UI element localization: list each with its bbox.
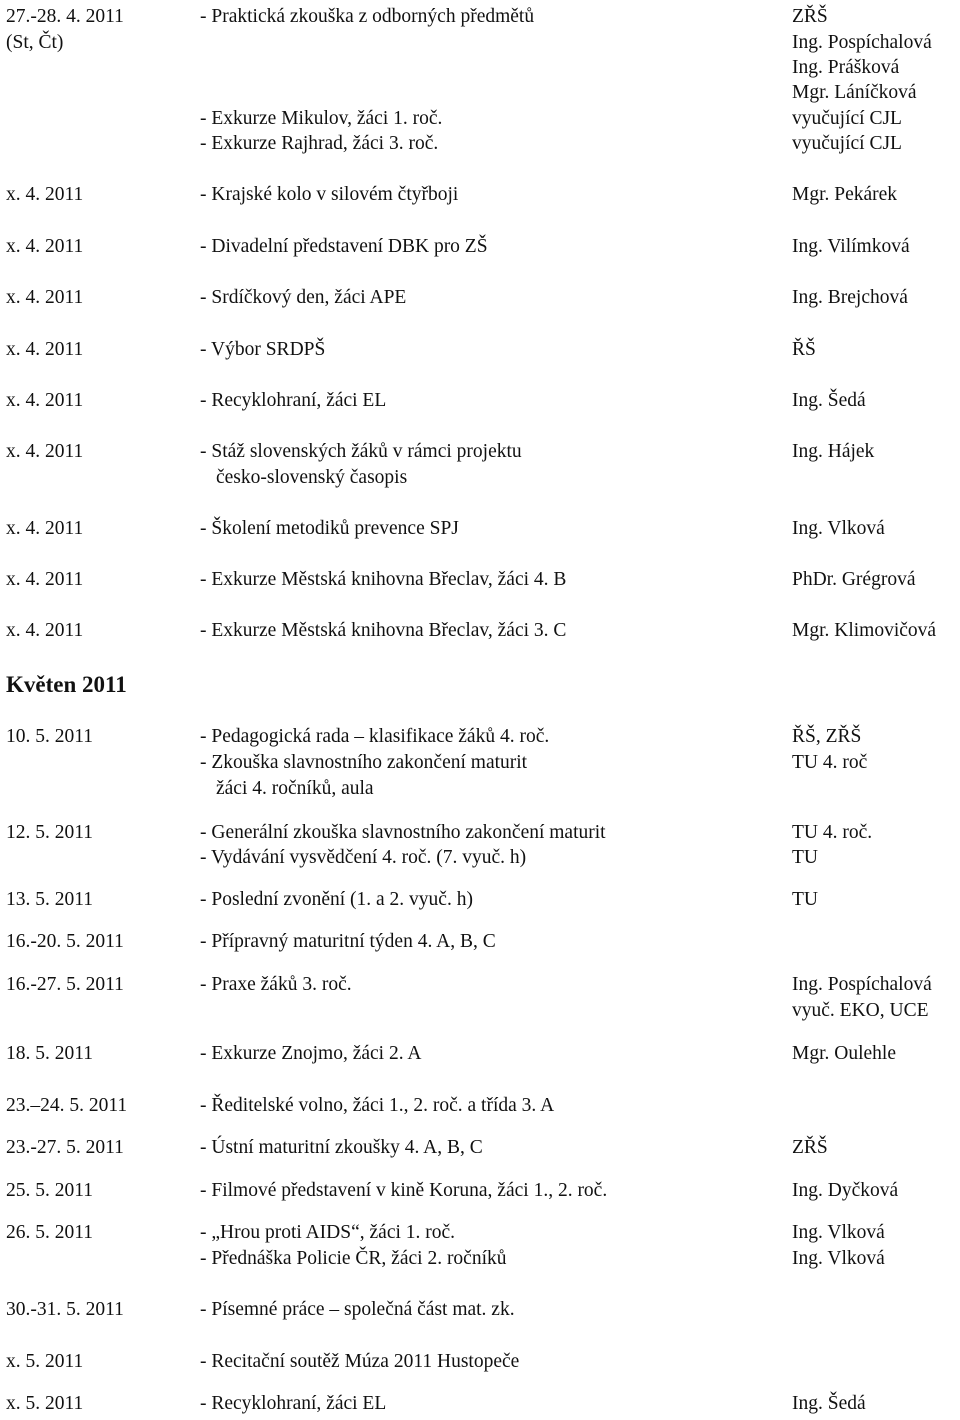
event-cell: - Zkouška slavnostního zakončení maturit bbox=[200, 752, 528, 773]
date-cell: 16.-20. 5. 2011 bbox=[6, 931, 124, 952]
person-cell: TU 4. roč bbox=[792, 752, 868, 773]
event-cell: - Ústní maturitní zkoušky 4. A, B, C bbox=[200, 1137, 483, 1158]
date-cell: x. 5. 2011 bbox=[6, 1393, 84, 1414]
event-cell: česko-slovenský časopis bbox=[216, 467, 408, 488]
event-cell: - Praktická zkouška z odborných předmětů bbox=[200, 6, 535, 27]
date-cell: x. 4. 2011 bbox=[6, 569, 84, 590]
event-cell: - Generální zkouška slavnostního zakončení maturit bbox=[200, 822, 606, 843]
person-cell: Ing. Vilímková bbox=[792, 236, 910, 257]
event-cell: - Výbor SRDPŠ bbox=[200, 339, 326, 360]
event-cell: - Krajské kolo v silovém čtyřboji bbox=[200, 184, 459, 205]
person-cell: vyučující CJL bbox=[792, 133, 902, 154]
person-cell: vyuč. EKO, UCE bbox=[792, 1000, 929, 1021]
event-cell: - Pedagogická rada – klasifikace žáků 4. roč. bbox=[200, 726, 550, 747]
date-cell: 13. 5. 2011 bbox=[6, 889, 94, 910]
person-cell: Ing. Hájek bbox=[792, 441, 875, 462]
date-cell: x. 4. 2011 bbox=[6, 390, 84, 411]
person-cell: TU bbox=[792, 889, 818, 910]
event-cell: - Exkurze Znojmo, žáci 2. A bbox=[200, 1043, 422, 1064]
event-cell: - Vydávání vysvědčení 4. roč. (7. vyuč. h) bbox=[200, 847, 527, 868]
person-cell: Ing. Brejchová bbox=[792, 287, 908, 308]
date-cell: 27.-28. 4. 2011 bbox=[6, 6, 124, 27]
person-cell: Mgr. Klimovičová bbox=[792, 620, 937, 641]
person-cell: ZŘŠ bbox=[792, 1137, 828, 1158]
person-cell: Ing. Pospíchalová bbox=[792, 974, 932, 995]
person-cell: vyučující CJL bbox=[792, 108, 902, 129]
date-cell: 12. 5. 2011 bbox=[6, 822, 94, 843]
person-cell: Ing. Šedá bbox=[792, 390, 866, 411]
person-cell: Ing. Dyčková bbox=[792, 1180, 899, 1201]
date-cell: x. 4. 2011 bbox=[6, 441, 84, 462]
date-cell: x. 4. 2011 bbox=[6, 236, 84, 257]
event-cell: - Recitační soutěž Múza 2011 Hustopeče bbox=[200, 1351, 520, 1372]
event-cell: - Exkurze Mikulov, žáci 1. roč. bbox=[200, 108, 443, 129]
person-cell: Ing. Pospíchalová bbox=[792, 32, 932, 53]
event-cell: - Recyklohraní, žáci EL bbox=[200, 390, 387, 411]
person-cell: ZŘŠ bbox=[792, 6, 828, 27]
event-cell: - Přednáška Policie ČR, žáci 2. ročníků bbox=[200, 1248, 507, 1269]
event-cell: - Praxe žáků 3. roč. bbox=[200, 974, 352, 995]
event-cell: - Recyklohraní, žáci EL bbox=[200, 1393, 387, 1414]
date-cell: x. 4. 2011 bbox=[6, 184, 84, 205]
date-cell: 26. 5. 2011 bbox=[6, 1222, 94, 1243]
event-cell: žáci 4. ročníků, aula bbox=[216, 778, 374, 799]
person-cell: Mgr. Láníčková bbox=[792, 82, 917, 103]
person-cell: PhDr. Grégrová bbox=[792, 569, 916, 590]
date-cell: x. 4. 2011 bbox=[6, 620, 84, 641]
date-cell: x. 4. 2011 bbox=[6, 287, 84, 308]
person-cell: TU bbox=[792, 847, 818, 868]
section-heading: Květen 2011 bbox=[6, 672, 127, 697]
event-cell: - Písemné práce – společná část mat. zk. bbox=[200, 1299, 515, 1320]
date-cell: 30.-31. 5. 2011 bbox=[6, 1299, 124, 1320]
date-cell: 16.-27. 5. 2011 bbox=[6, 974, 124, 995]
date-cell: x. 4. 2011 bbox=[6, 339, 84, 360]
event-cell: - Exkurze Městská knihovna Břeclav, žáci 4. B bbox=[200, 569, 567, 590]
date-cell: 23.–24. 5. 2011 bbox=[6, 1095, 128, 1116]
date-cell: x. 5. 2011 bbox=[6, 1351, 84, 1372]
event-cell: - Filmové představení v kině Koruna, žáci 1., 2. roč. bbox=[200, 1180, 608, 1201]
person-cell: Ing. Vlková bbox=[792, 1222, 885, 1243]
event-cell: - Divadelní představení DBK pro ZŠ bbox=[200, 236, 488, 257]
date-cell: 23.-27. 5. 2011 bbox=[6, 1137, 124, 1158]
event-cell: - Přípravný maturitní týden 4. A, B, C bbox=[200, 931, 496, 952]
date-cell: 25. 5. 2011 bbox=[6, 1180, 94, 1201]
date-cell: 10. 5. 2011 bbox=[6, 726, 94, 747]
date-cell: 18. 5. 2011 bbox=[6, 1043, 94, 1064]
person-cell: ŘŠ bbox=[792, 339, 816, 360]
event-cell: - Stáž slovenských žáků v rámci projektu bbox=[200, 441, 522, 462]
event-cell: - „Hrou proti AIDS“, žáci 1. roč. bbox=[200, 1222, 456, 1243]
person-cell: Mgr. Pekárek bbox=[792, 184, 898, 205]
event-cell: - Školení metodiků prevence SPJ bbox=[200, 518, 459, 539]
person-cell: Ing. Vlková bbox=[792, 518, 885, 539]
date-cell: (St, Čt) bbox=[6, 32, 64, 53]
event-cell: - Poslední zvonění (1. a 2. vyuč. h) bbox=[200, 889, 473, 910]
person-cell: Ing. Vlková bbox=[792, 1248, 885, 1269]
person-cell: Ing. Prášková bbox=[792, 57, 900, 78]
person-cell: ŘŠ, ZŘŠ bbox=[792, 726, 862, 747]
event-cell: - Exkurze Rajhrad, žáci 3. roč. bbox=[200, 133, 439, 154]
event-cell: - Exkurze Městská knihovna Břeclav, žáci 3. C bbox=[200, 620, 567, 641]
person-cell: Ing. Šedá bbox=[792, 1393, 866, 1414]
date-cell: x. 4. 2011 bbox=[6, 518, 84, 539]
event-cell: - Srdíčkový den, žáci APE bbox=[200, 287, 407, 308]
person-cell: Mgr. Oulehle bbox=[792, 1043, 896, 1064]
event-cell: - Ředitelské volno, žáci 1., 2. roč. a třída 3. A bbox=[200, 1095, 555, 1116]
person-cell: TU 4. roč. bbox=[792, 822, 873, 843]
